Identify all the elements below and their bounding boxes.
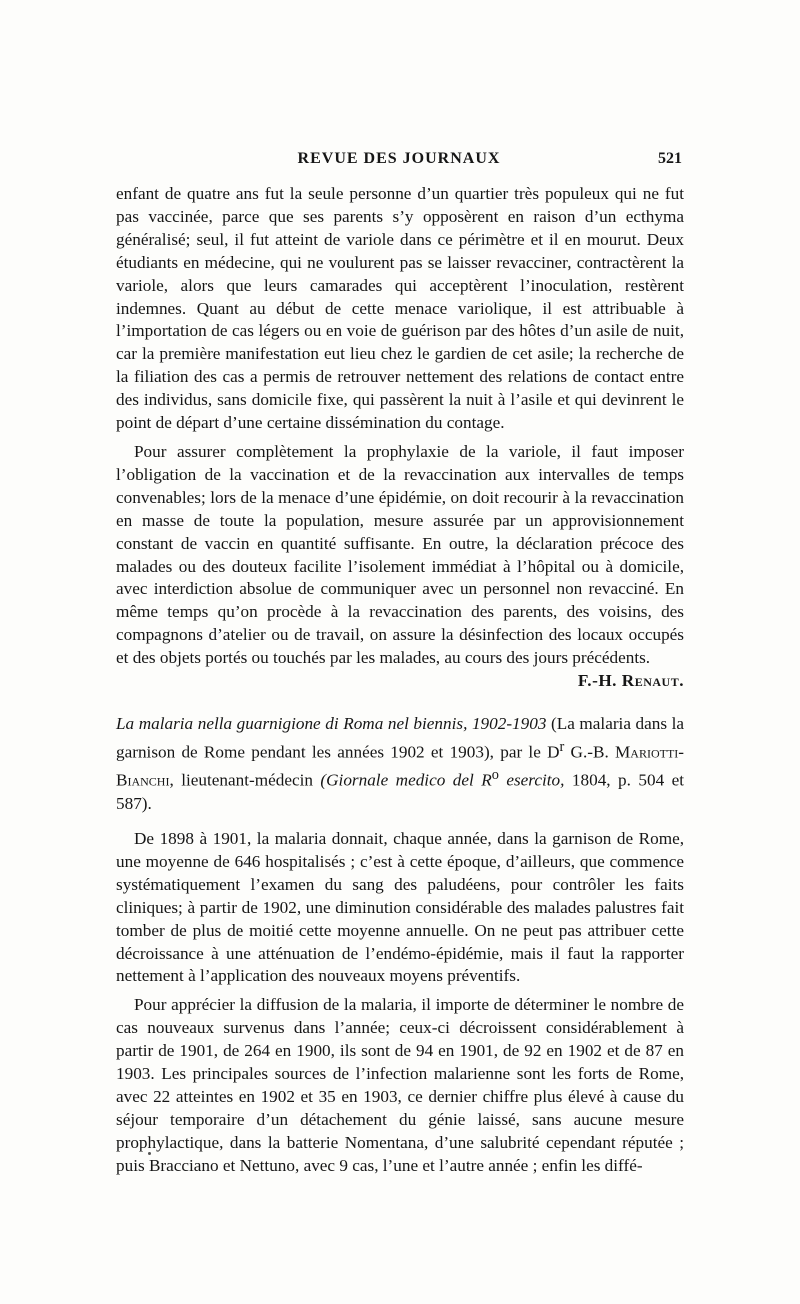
print-speck — [148, 1152, 151, 1155]
signature-surname: Renaut. — [621, 671, 684, 691]
reference-description: (La malaria dans la garnison de Rome pendant les années 1902 et 1903), par le D — [116, 713, 685, 762]
reference-citation: 1804, p. 504 et 587). — [116, 771, 685, 814]
reference-journal: (Giornale medico del R — [320, 771, 492, 791]
paragraph-3: De 1898 à 1901, la malaria donnait, chaque année, dans la garnison de Rome, une moyenne de 646 hospitalisés ; c’est à cette époque, d’ailleurs, que commence systématiquement l’examen du sang des paludéens, pour contrôler les faits cliniques; à partir de 1902, une diminution considérable des malades palustres fait tomber de plus de moitié cette moyenne annuelle. On ne peut pas attribuer cette décroissance à une atténuation de l’endémo-épidémie, mais il faut la rapporter nettement à l’application des nouveaux moyens préventifs. — [116, 829, 684, 986]
reference-journal-cont: esercito, — [506, 771, 565, 791]
paragraph-1: enfant de quatre ans fut la seule personne d’un quartier très populeux qui ne fut pas vaccinée, parce que ses parents s’y opposèrent en raison d’un ecthyma généralisé; seul, il fut atteint de variole dans ce périmètre et il en mourut. Deux étudiants en médecine, qui ne voulurent pas se laisser revacciner, contractèrent la variole, alors que leurs camarades qui acceptèrent l’inoculation, restèrent indemnes. Quant au début de cette menace variolique, il est attribuable à l’importation de cas légers ou en voie de guérison par des hôtes d’un asile de nuit, car la première manifestation eut lieu chez le gardien de cet asile; la recherche de la filiation des cas a permis de retrouver nettement des relations de contact entre des individus, sans domicile fixe, qui passèrent la nuit à l’asile et qui devinrent le point de départ d’une certaine dissémination du contage. — [116, 184, 684, 433]
running-header — [116, 150, 682, 174]
signature-initials: F.-H. — [577, 671, 617, 691]
reference-years: 1902-1903 — [471, 713, 547, 733]
reference-title: La malaria nella guarnigione di Roma nel biennis, — [116, 713, 468, 733]
paragraph-4: Pour apprécier la diffusion de la malaria, il importe de déterminer le nombre de cas nouveaux survenus dans l’année; ceux-ci décroissent considérablement à partir de 1901, de 264 en 1900, ils sont de 94 en 1901, de 92 en 1902 et de 87 en 1903. Les principales sources de l’infection malarienne sont les forts de Rome, avec 22 atteintes en 1902 et 35 en 1903, ce dernier chiffre plus élevé à cause du séjour temporaire d’un détachement du génie laissé, sans aucune mesure prophylactique, dans la batterie Nomentana, d’une salubrité cependant réputée ; puis Bracciano et Nettuno, avec 9 cas, l’une et l’autre année ; enfin les diffé- — [116, 995, 684, 1175]
paragraph-2: Pour assurer complètement la prophylaxie de la variole, il faut imposer l’obligation de la vaccination et de la revaccination aux intervalles de temps convenables; lors de la menace d’une épidémie, on doit recourir à la revaccination en masse de toute la population, mesure assurée par un approvisionnement constant de vaccin en quantité suffisante. En outre, la déclaration précoce des malades ou des douteux facilite l’isolement immédiat à l’hôpital ou à domicile, avec interdiction absolue de communiquer avec un personnel non revacciné. En même temps qu’on procède à la revaccination des parents, des voisins, des compagnons d’atelier ou de travail, on assure la désinfection des locaux occupés et des objets portés ou touchés par les malades, au cours des jours précédents. — [116, 441, 684, 668]
article-reference — [116, 713, 684, 816]
reference-author-name: Mariotti-Bianchi, — [116, 742, 685, 791]
reference-author-initials: G.-B. — [570, 742, 609, 762]
reference-dr-superscript: r — [559, 738, 565, 755]
reference-author-rank: lieutenant-médecin — [181, 771, 313, 791]
journal-section-title: REVUE DES JOURNAUX — [297, 150, 501, 167]
page-number: 521 — [658, 150, 682, 167]
article-body — [116, 183, 684, 1178]
reference-journal-superscript: o — [491, 767, 499, 784]
author-signature — [116, 670, 684, 693]
